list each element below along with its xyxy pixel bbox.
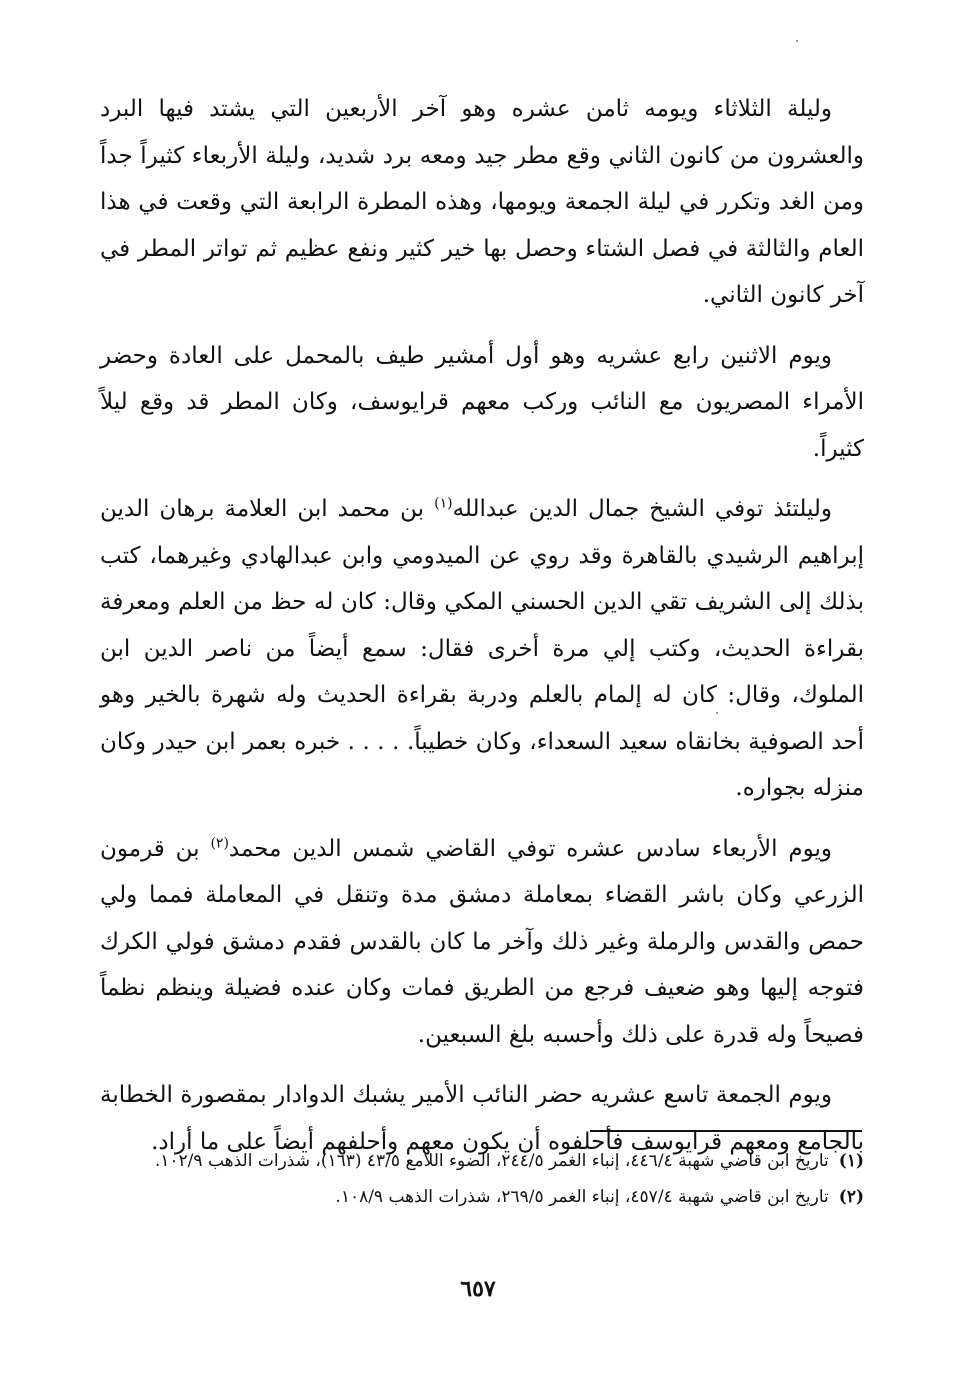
paragraph-2: ويوم الاثنين رابع عشريه وهو أول أمشير طيف بالمحمل على العادة وحضر الأمراء المصريون مع النائب وركب معهم قرايوسف، وكان المطر قد وقع ليلاً كثيراً. [100,342,864,462]
paragraph-4 [100,826,864,1059]
footnote-ref-2[interactable]: (٢) [210,834,229,851]
footnote-number: (١) [838,1151,864,1171]
page-number: ٦٥٧ [460,1276,496,1302]
footnote-number: (٢) [838,1187,864,1207]
footnote-2 [100,1182,864,1212]
paragraph-3-text-end: بن محمد ابن العلامة برهان الدين إبراهيم الرشيدي بالقاهرة وقد روي عن الميدومي وابن عبدالهادي وغيرهما، كتب بذلك إلى الشريف تقي الدين الحسني المكي وقال: كان له حظ من العلم ومعرفة بقراءة الحديث، وكتب إلي مرة أخرى فقال: سمع أيضاً من ناصر الدين ابن الملوك، وقال: كان له إلمام بالعلم ودربة بقراءة الحديث وله شهرة بالخير وهو أحد الصوفية بخانقاه سعيد السعداء، وكان خطيباً. . . . . خبره بعمر ابن حيدر وكان منزله بجواره. [100,496,864,801]
footnote-text: تاريخ ابن قاضي شهبة ٤٥٧/٤، إنباء الغمر ٢٦٩/٥، شذرات الذهب ١٠٨/٩. [335,1187,829,1207]
footnote-separator [590,1130,862,1132]
scan-speck [796,40,798,42]
main-text [100,86,864,1179]
footnote-1 [100,1146,864,1176]
paragraph-4-text-end: بن قرمون الزرعي وكان باشر القضاء بمعاملة دمشق مدة وتنقل في المعاملة فمما ولي حمص والقدس والرملة وغير ذلك وآخر ما كان بالقدس فقدم دمشق فولي الكرك فتوجه إليها وهو ضعيف فرجع من الطريق فمات وكان عنده فضيلة وينظم نظماً فصيحاً وله قدرة على ذلك وأحسبه بلغ السبعين. [100,835,864,1048]
footnote-text: تاريخ ابن قاضي شهبة ٤٤٦/٤، إنباء الغمر ٢٤٤/٥، الضوء اللامع ٤٣/٥ (١٦٣)، شذرات الذهب ١٠٢/٩. [154,1151,829,1171]
paragraph-3 [100,486,864,812]
scan-speck [716,712,718,714]
paragraph-1: وليلة الثلاثاء ويومه ثامن عشره وهو آخر الأربعين التي يشتد فيها البرد والعشرون من كانون الثاني وقع مطر جيد ومعه برد شديد، وليلة الأربعاء كثيراً جداً ومن الغد وتكرر في ليلة الجمعة ويومها، وهذه المطرة الرابعة التي وقعت في هذا العام والثالثة في فصل الشتاء وحصل بها خير كثير ونفع عظيم ثم تواتر المطر في آخر كانون الثاني. [100,96,864,308]
paragraph-5: ويوم الجمعة تاسع عشريه حضر النائب الأمير يشبك الدوادار بمقصورة الخطابة بالجامع ومعهم قرايوسف فأحلفوه أن يكون معهم وأحلفهم أيضاً على ما أراد. [100,1082,864,1155]
paragraph-4-text-start: ويوم الأربعاء سادس عشره توفي القاضي شمس الدين محمد [228,835,832,862]
paragraph-3-text-start: وليلتئذ توفي الشيخ جمال الدين عبدالله [452,496,833,522]
footnote-ref-1[interactable]: (١) [434,495,453,512]
footnotes [100,1146,864,1218]
